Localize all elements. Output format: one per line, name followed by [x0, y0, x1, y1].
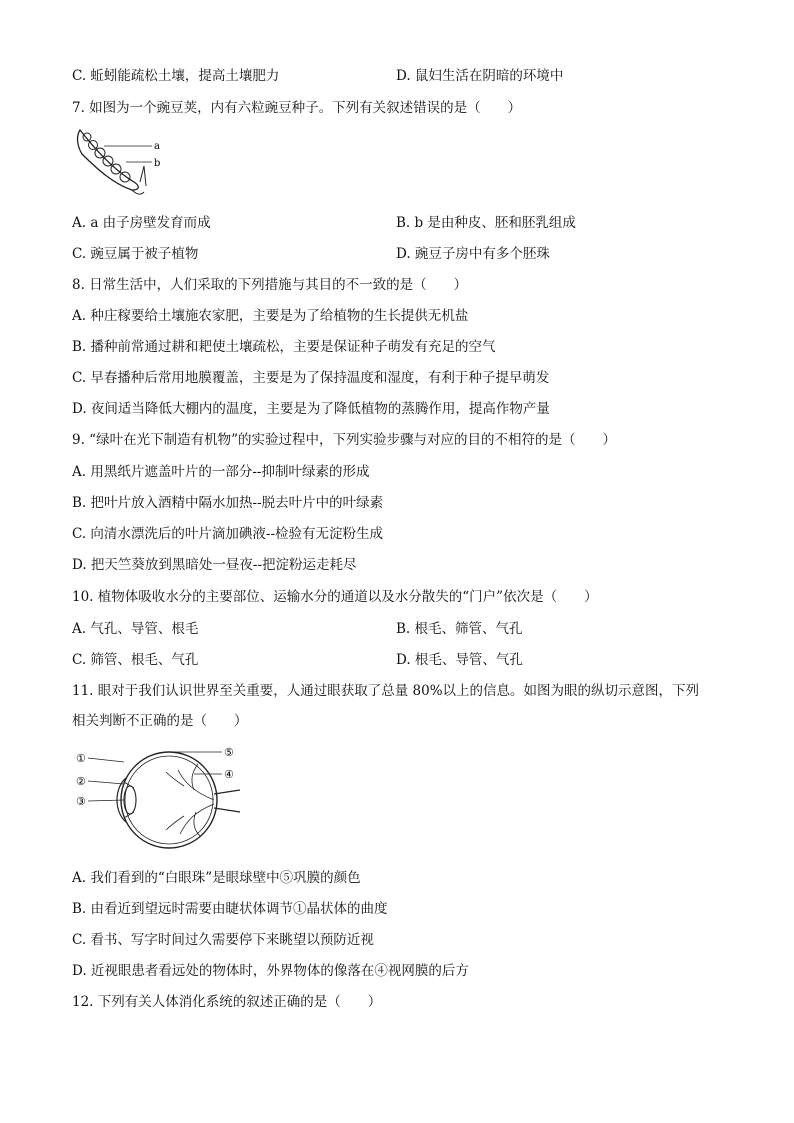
- pod-label-a: a: [154, 141, 160, 152]
- q10-option-a: A. 气孔、导管、根毛: [72, 621, 199, 637]
- q9-option-d: D. 把天竺葵放到黑暗处一昼夜--把淀粉运走耗尽: [72, 557, 357, 573]
- q9-option-b: B. 把叶片放入酒精中隔水加热--脱去叶片中的叶绿素: [72, 495, 384, 511]
- q9-option-c: C. 向清水漂洗后的叶片滴加碘液--检验有无淀粉生成: [72, 526, 384, 542]
- q9-stem: 9. “绿叶在光下制造有机物”的实验过程中，下列实验步骤与对应的目的不相符的是（ ）: [72, 432, 616, 448]
- q8-option-a: A. 种庄稼要给土壤施农家肥，主要是为了给植物的生长提供无机盐: [72, 308, 469, 324]
- q8-option-b: B. 播种前常通过耕和耙使土壤疏松，主要是保证种子萌发有充足的空气: [72, 339, 496, 355]
- q7-stem: 7. 如图为一个豌豆荚，内有六粒豌豆种子。下列有关叙述错误的是（ ）: [72, 100, 522, 116]
- q8-option-c: C. 早春播种后常用地膜覆盖，主要是为了保持温度和湿度，有利于种子提早萌发: [72, 370, 550, 386]
- pod-label-b: b: [154, 158, 161, 169]
- eye-label-1: ①: [76, 752, 86, 765]
- q11-stem-line2: 相关判断不正确的是（ ）: [72, 713, 248, 729]
- q6-option-c: C. 蚯蚓能疏松土壤，提高土壤肥力: [72, 68, 280, 84]
- q10-option-d: D. 根毛、导管、气孔: [396, 652, 523, 668]
- q11-option-a: A. 我们看到的“白眼珠”是眼球壁中⑤巩膜的颜色: [72, 870, 361, 886]
- eye-section-figure: [74, 742, 244, 854]
- q8-option-d: D. 夜间适当降低大棚内的温度，主要是为了降低植物的蒸腾作用，提高作物产量: [72, 401, 550, 417]
- q10-option-c: C. 筛管、根毛、气孔: [72, 652, 199, 668]
- q6-option-d: D. 鼠妇生活在阴暗的环境中: [396, 68, 564, 84]
- q7-option-b: B. b 是由种皮、胚和胚乳组成: [396, 215, 576, 231]
- q11-option-b: B. 由看近到望远时需要由睫状体调节①晶状体的曲度: [72, 901, 388, 917]
- q7-option-d: D. 豌豆子房中有多个胚珠: [396, 246, 550, 262]
- eye-label-4: ④: [224, 768, 234, 781]
- eye-label-3: ③: [76, 795, 86, 808]
- q11-stem-line1: 11. 眼对于我们认识世界至关重要，人通过眼获取了总量 80%以上的信息。如图为眼的纵切示意图，下列: [72, 683, 700, 699]
- q11-option-d: D. 近视眼患者看远处的物体时，外界物体的像落在④视网膜的后方: [72, 963, 469, 979]
- pea-pod-figure: [74, 126, 164, 198]
- q10-stem: 10. 植物体吸收水分的主要部位、运输水分的通道以及水分散失的“门户”依次是（ ）: [72, 589, 598, 605]
- q10-option-b: B. 根毛、筛管、气孔: [396, 621, 523, 637]
- q12-stem: 12. 下列有关人体消化系统的叙述正确的是（ ）: [72, 994, 382, 1010]
- q11-option-c: C. 看书、写字时间过久需要停下来眺望以预防近视: [72, 932, 374, 948]
- q9-option-a: A. 用黑纸片遮盖叶片的一部分--抑制叶绿素的形成: [72, 464, 370, 480]
- q7-option-a: A. a 由子房壁发育而成: [72, 215, 211, 231]
- q7-option-c: C. 豌豆属于被子植物: [72, 246, 199, 262]
- eye-label-2: ②: [76, 775, 86, 788]
- eye-label-5: ⑤: [224, 746, 234, 759]
- q8-stem: 8. 日常生活中，人们采取的下列措施与其目的不一致的是（ ）: [72, 277, 468, 293]
